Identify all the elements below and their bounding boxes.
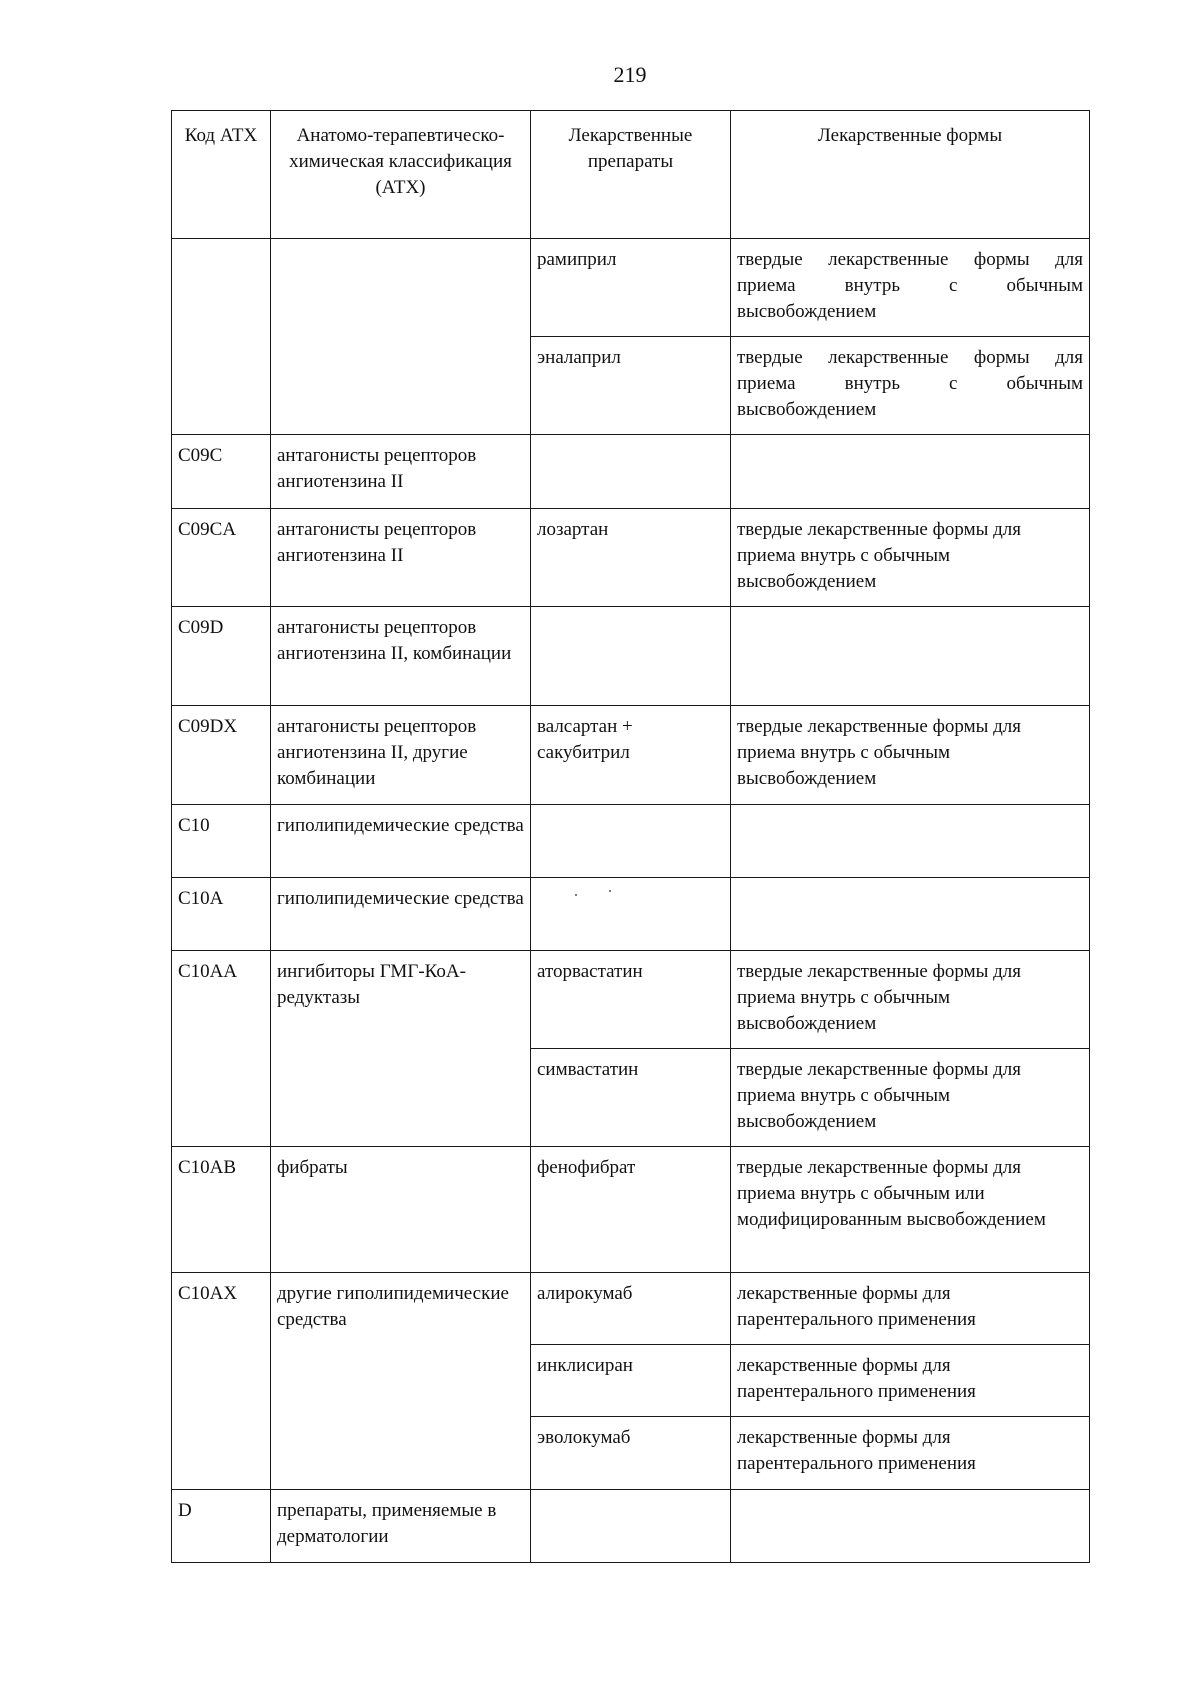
cell-drug: алирокумаб	[531, 1273, 731, 1345]
cell-classification: антагонисты рецепторов ангиотензина II	[271, 509, 531, 607]
cell-form	[731, 878, 1090, 951]
table-row	[172, 805, 1090, 878]
cell-classification: антагонисты рецепторов ангиотензина II, другие комбинации	[271, 706, 531, 805]
cell-code: C10AX	[172, 1273, 271, 1490]
cell-drug: лозартан	[531, 509, 731, 607]
cell-code: C09CA	[172, 509, 271, 607]
header-code: Код АТХ	[172, 111, 271, 239]
cell-code: C10AB	[172, 1147, 271, 1273]
table-row	[172, 509, 1090, 607]
atx-table	[171, 110, 1090, 1563]
cell-drug	[531, 1490, 731, 1563]
cell-classification	[271, 239, 531, 435]
cell-form	[731, 435, 1090, 509]
cell-drug: фенофибрат	[531, 1147, 731, 1273]
cell-form: твердые лекарственные формы для приема внутрь с обычным высвобождением	[731, 951, 1090, 1049]
table-row	[172, 951, 1090, 1049]
scan-speck-decoration	[537, 886, 724, 906]
cell-code: C10A	[172, 878, 271, 951]
cell-drug: рамиприл	[531, 239, 731, 337]
cell-drug	[531, 805, 731, 878]
cell-classification: антагонисты рецепторов ангиотензина II, комбинации	[271, 607, 531, 706]
cell-code: C09D	[172, 607, 271, 706]
cell-form: твердые лекарственные формы для приема внутрь с обычным высвобождением	[731, 337, 1090, 435]
cell-classification: другие гиполипидемические средства	[271, 1273, 531, 1490]
cell-form	[731, 1490, 1090, 1563]
cell-form	[731, 607, 1090, 706]
cell-form: твердые лекарственные формы для приема внутрь с обычным высвобождением	[731, 706, 1090, 805]
table-row	[172, 435, 1090, 509]
cell-classification: антагонисты рецепторов ангиотензина II	[271, 435, 531, 509]
table-row	[172, 878, 1090, 951]
table-row	[172, 706, 1090, 805]
cell-classification: гиполипидемические средства	[271, 878, 531, 951]
cell-form: лекарственные формы для парентерального применения	[731, 1417, 1090, 1490]
cell-drug: симвастатин	[531, 1049, 731, 1147]
cell-drug	[531, 607, 731, 706]
cell-code: D	[172, 1490, 271, 1563]
cell-drug	[531, 878, 731, 951]
cell-drug: эналаприл	[531, 337, 731, 435]
cell-form: лекарственные формы для парентерального применения	[731, 1273, 1090, 1345]
cell-code: C10	[172, 805, 271, 878]
cell-form: твердые лекарственные формы для приема внутрь с обычным высвобождением	[731, 239, 1090, 337]
cell-drug: валсартан + сакубитрил	[531, 706, 731, 805]
header-forms: Лекарственные формы	[731, 111, 1090, 239]
cell-drug: инклисиран	[531, 1345, 731, 1417]
header-classification: Анатомо-терапевтическо-химическая классификация (АТХ)	[271, 111, 531, 239]
cell-code: C09C	[172, 435, 271, 509]
cell-form: лекарственные формы для парентерального применения	[731, 1345, 1090, 1417]
cell-drug	[531, 435, 731, 509]
table-header-row	[172, 111, 1090, 239]
cell-code: C10AA	[172, 951, 271, 1147]
cell-code: C09DX	[172, 706, 271, 805]
cell-form	[731, 805, 1090, 878]
table-row	[172, 1147, 1090, 1273]
table-row	[172, 1273, 1090, 1345]
table-row	[172, 239, 1090, 337]
cell-drug: аторвастатин	[531, 951, 731, 1049]
cell-drug: эволокумаб	[531, 1417, 731, 1490]
cell-classification: ингибиторы ГМГ-КоА-редуктазы	[271, 951, 531, 1147]
cell-form: твердые лекарственные формы для приема внутрь с обычным высвобождением	[731, 509, 1090, 607]
table-row	[172, 607, 1090, 706]
page-number: 219	[613, 62, 647, 87]
cell-form: твердые лекарственные формы для приема внутрь с обычным или модифицированным высвобождением	[731, 1147, 1090, 1273]
cell-classification: гиполипидемические средства	[271, 805, 531, 878]
cell-form: твердые лекарственные формы для приема внутрь с обычным высвобождением	[731, 1049, 1090, 1147]
cell-code	[172, 239, 271, 435]
cell-classification: фибраты	[271, 1147, 531, 1273]
table-row	[172, 1490, 1090, 1563]
cell-classification: препараты, применяемые в дерматологии	[271, 1490, 531, 1563]
header-drugs: Лекарственные препараты	[531, 111, 731, 239]
